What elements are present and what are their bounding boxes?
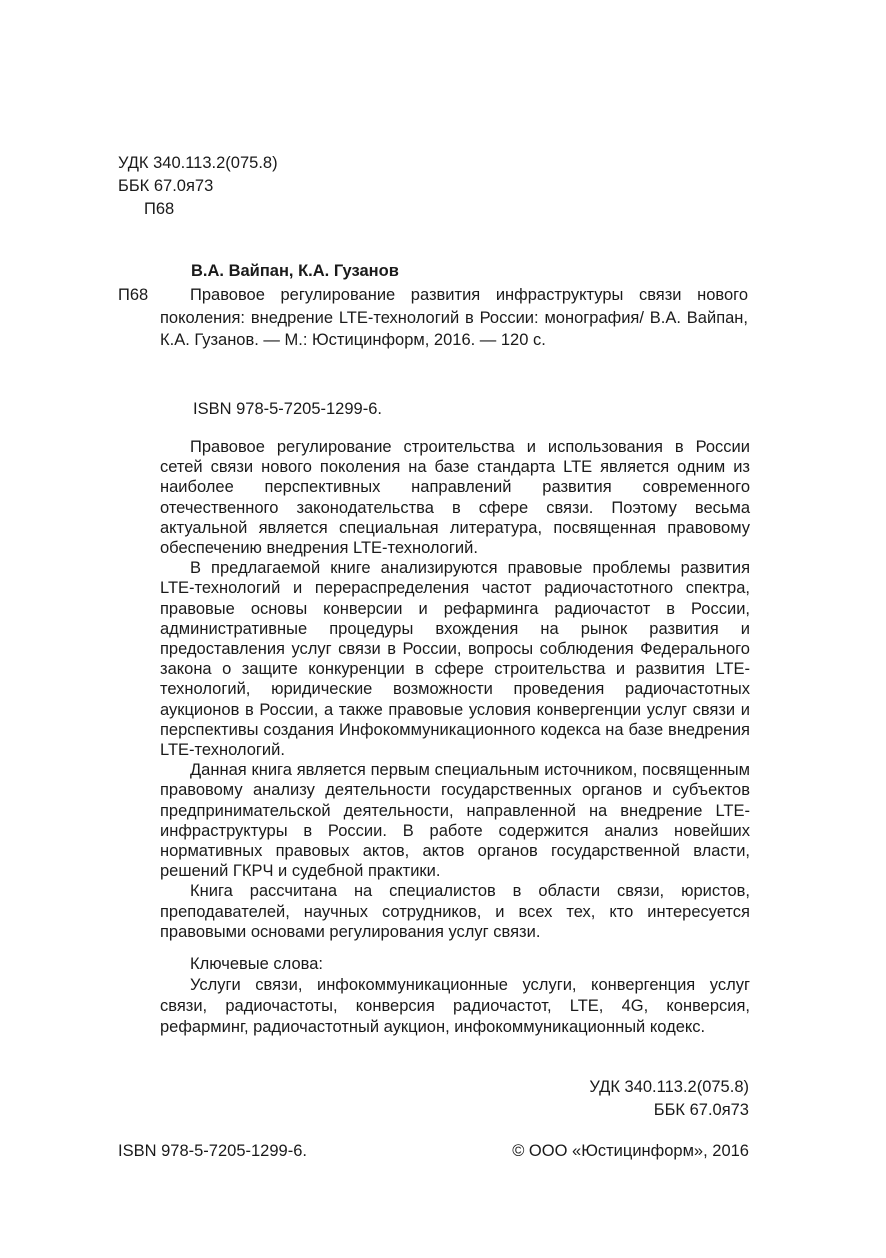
- bbk-code: ББК 67.0я73: [118, 177, 214, 195]
- abstract-paragraph: Книга рассчитана на специалистов в области связи, юристов, преподавателей, научных сотрудников, и всех тех, кто интересуется правовыми основами регулирования услуг связи.: [160, 882, 750, 941]
- title-text: Правовое регулирование развития инфраструктуры связи нового поколения: внедрение LTE-технологий в России: монография/ В.А. Вайпан, К.А. Гузанов. — М.: Юстицинформ, 2016. — 120 с.: [160, 286, 748, 349]
- abstract-paragraph: Данная книга является первым специальным источником, посвященным правовому анализу деятельности государственных органов и субъектов предпринимательской деятельности, направленной на внедрение LTE-инфраструктуры в России. В работе содержится анализ новейших нормативных правовых актов, актов органов государственной власти, решений ГКРЧ и судебной практики.: [160, 761, 750, 881]
- footer-udk: УДК 340.113.2(075.8): [589, 1078, 749, 1096]
- abstract: [160, 437, 750, 942]
- record-code: П68: [118, 286, 149, 304]
- udk-code: УДК 340.113.2(075.8): [118, 154, 278, 172]
- footer-classification: [589, 1076, 749, 1122]
- authors: В.А. Вайпан, К.А. Гузанов: [191, 262, 399, 280]
- author-mark: П68: [144, 200, 175, 218]
- keywords-block: [160, 954, 750, 1038]
- isbn: ISBN 978-5-7205-1299-6.: [193, 400, 382, 418]
- bibliographic-title: [160, 284, 748, 352]
- footer-isbn: ISBN 978-5-7205-1299-6.: [118, 1142, 307, 1160]
- footer-bbk: ББК 67.0я73: [653, 1101, 749, 1119]
- classification-block: [118, 152, 278, 221]
- abstract-paragraph: Правовое регулирование строительства и использования в России сетей связи нового поколения на базе стандарта LTE является одним из наиболее перспективных направлений развития современного отечественного законодательства в сфере связи. Поэтому весьма актуальной является специальная литература, посвященная правовому обеспечению внедрения LTE-технологий.: [160, 438, 750, 558]
- abstract-paragraph: В предлагаемой книге анализируются правовые проблемы развития LTE-технологий и перераспределения частот радиочастотного спектра, правовые основы конверсии и рефарминга радиочастот в России, административные процедуры вхождения на рынок развития и предоставления услуг связи в России, вопросы соблюдения Федерального закона о защите конкуренции в сфере строительства и развития LTE-технологий, юридические возможности проведения радиочастотных аукционов в России, а также правовые условия конвергенции услуг связи и перспективы создания Инфокоммуникационного кодекса на базе внедрения LTE-технологий.: [160, 559, 750, 760]
- copyright: © ООО «Юстицинформ», 2016: [512, 1142, 749, 1160]
- keywords-label: Ключевые слова:: [190, 955, 323, 973]
- keywords-text: Услуги связи, инфокоммуникационные услуги, конвергенция услуг связи, радиочастоты, конверсия радиочастот, LTE, 4G, конверсия, рефарминг, радиочастотный аукцион, инфокоммуникационный кодекс.: [160, 976, 750, 1036]
